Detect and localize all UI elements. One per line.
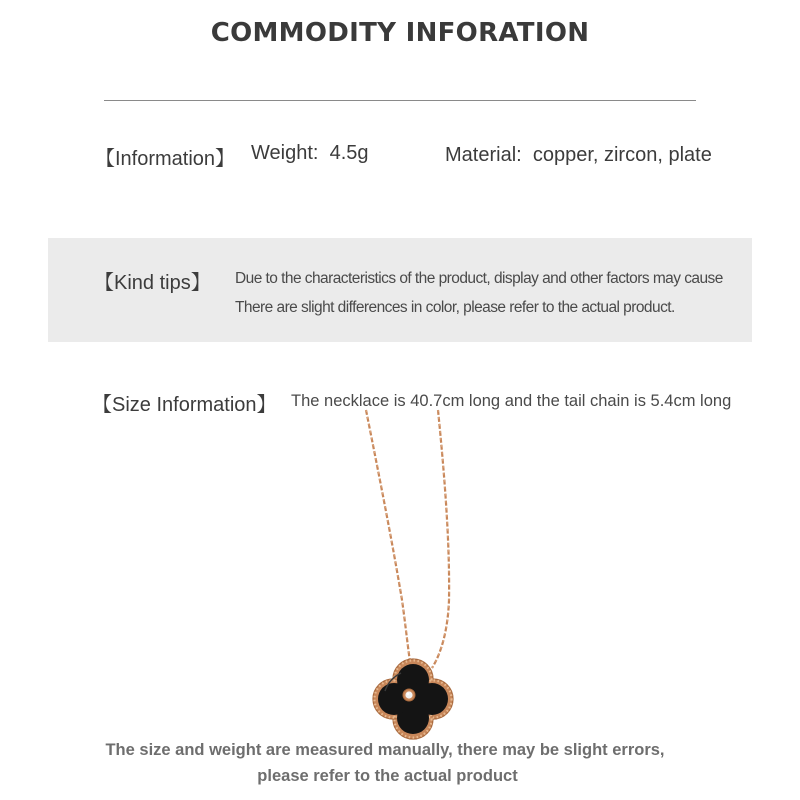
- material-value: copper, zircon, plate: [532, 144, 712, 166]
- weight-label: Weight:: [251, 142, 319, 164]
- measurement-note: please refer to the actual product: [257, 767, 518, 785]
- chain-right: [432, 410, 449, 668]
- material-label: Material:: [445, 144, 522, 166]
- chain-left: [366, 410, 411, 668]
- information-label: 【Information】: [95, 148, 236, 170]
- size-information-label: 【Size Information】: [92, 394, 277, 416]
- kind-tips-line: Due to the characteristics of the product, display and other factors may cause: [235, 270, 723, 287]
- weight-value: 4.5g: [329, 142, 369, 164]
- kind-tips-label: 【Kind tips】: [94, 272, 211, 294]
- measurement-note: The size and weight are measured manually, there may be slight errors,: [105, 741, 665, 759]
- kind-tips-line: There are slight differences in color, please refer to the actual product.: [235, 299, 675, 316]
- clover-pendant: [373, 659, 453, 739]
- page-title: COMMODITY INFORATION: [210, 18, 590, 48]
- size-information-text: The necklace is 40.7cm long and the tail chain is 5.4cm long: [291, 392, 732, 410]
